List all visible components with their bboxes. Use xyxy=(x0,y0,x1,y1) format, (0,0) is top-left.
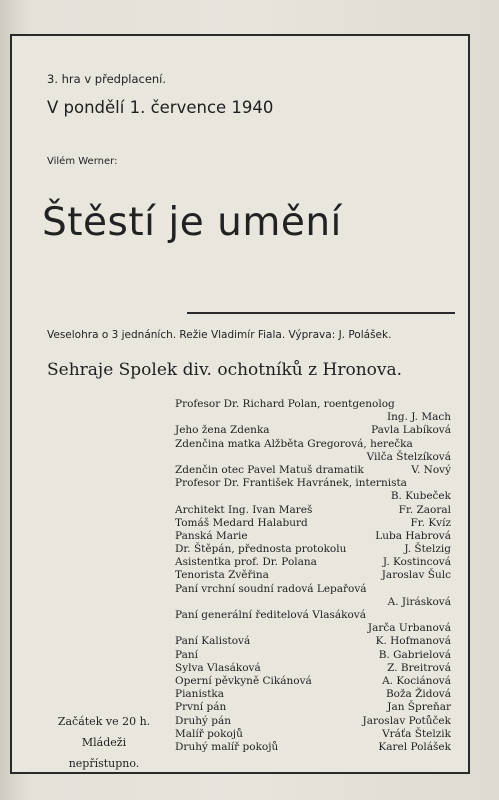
actor-name: Vráťa Štelzik xyxy=(382,727,451,740)
cast-row xyxy=(175,622,451,635)
play-title: Štěstí je umění xyxy=(42,200,342,245)
subscription-note: 3. hra v předplacení. xyxy=(47,72,167,86)
actor-name: Ing. J. Mach xyxy=(386,411,451,424)
cast-row xyxy=(175,569,451,582)
cast-row xyxy=(175,490,451,503)
author-name: Vilém Werner: xyxy=(47,156,118,167)
actor-name: V. Nový xyxy=(411,463,451,476)
role-name: Architekt Ing. Ivan Mareš xyxy=(175,503,313,516)
actor-name: Fr. Kvíz xyxy=(410,516,451,529)
role-name: Jeho žena Zdenka xyxy=(175,424,270,437)
role-name: Profesor Dr. Richard Polan, roentgenolog xyxy=(175,398,395,410)
cast-row xyxy=(175,556,451,569)
start-time: Začátek ve 20 h. xyxy=(57,715,151,728)
cast-row xyxy=(175,715,451,728)
actor-name: Fr. Zaoral xyxy=(398,503,451,516)
role-name: Zdenčin otec Pavel Matuš dramatik xyxy=(175,463,364,476)
actor-name: J. Štelzig xyxy=(404,543,451,556)
actor-name: B. Kubeček xyxy=(390,490,451,503)
role-name: První pán xyxy=(175,701,227,714)
role-name: Dr. Štěpán, přednosta protokolu xyxy=(175,543,347,556)
cast-row xyxy=(175,609,451,622)
role-name: Panská Marie xyxy=(175,529,248,542)
cast-row xyxy=(175,517,451,530)
actor-name: Karel Polášek xyxy=(378,740,451,753)
actor-name: Pavla Labíková xyxy=(371,424,451,437)
cast-row xyxy=(175,583,451,596)
cast-row xyxy=(175,543,451,556)
actor-name: B. Gabrielová xyxy=(378,648,451,661)
role-name: Paní generální ředitelová Vlasáková xyxy=(175,609,366,621)
cast-row xyxy=(175,438,451,451)
actor-name: Jaroslav Šulc xyxy=(381,569,451,582)
production-credits: Veselohra o 3 jednáních. Režie Vladimír Fiala. Výprava: J. Polášek. xyxy=(47,329,392,341)
cast-row xyxy=(175,635,451,648)
actor-name: K. Hofmanová xyxy=(375,635,451,648)
role-name: Profesor Dr. František Havránek, internista xyxy=(175,477,407,490)
role-name: Malíř pokojů xyxy=(175,727,243,740)
role-name: Sylva Vlasáková xyxy=(175,661,261,674)
cast-row xyxy=(175,464,451,477)
role-name: Paní vrchní soudní radová Lepařová xyxy=(175,582,367,595)
role-name: Paní Kalistová xyxy=(175,635,251,648)
actor-name: A. Jirásková xyxy=(387,595,451,608)
actor-name: A. Kociánová xyxy=(382,674,451,687)
cast-row xyxy=(175,451,451,464)
cast-list xyxy=(175,398,451,754)
cast-row xyxy=(175,728,451,741)
cast-row xyxy=(175,662,451,675)
cast-row xyxy=(175,411,451,424)
actor-name: Jarča Urbanová xyxy=(367,622,451,635)
age-note-line1: Mládeži xyxy=(81,736,127,749)
cast-row xyxy=(175,398,451,411)
role-name: Zdenčina matka Alžběta Gregorová, herečka xyxy=(175,437,413,450)
cast-row xyxy=(175,741,451,754)
actor-name: J. Kostincová xyxy=(382,556,451,569)
actor-name: Z. Breitrová xyxy=(387,661,451,674)
title-divider xyxy=(187,312,455,314)
role-name: Paní xyxy=(175,648,198,661)
role-name: Tenorista Zvěřina xyxy=(175,569,269,582)
cast-row xyxy=(175,649,451,662)
cast-row xyxy=(175,596,451,609)
cast-row xyxy=(175,701,451,714)
performance-date: V pondělí 1. července 1940 xyxy=(47,98,274,117)
role-name: Druhý malíř pokojů xyxy=(175,740,279,753)
role-name: Operní pěvkyně Cikánová xyxy=(175,674,312,687)
actor-name: Jan Špreňar xyxy=(387,701,451,714)
actor-name: Vilča Štelzíková xyxy=(366,450,451,463)
age-note-line2: nepřístupno. xyxy=(68,757,140,770)
cast-row xyxy=(175,688,451,701)
cast-row xyxy=(175,424,451,437)
actor-name: Luba Habrová xyxy=(375,529,451,542)
cast-row xyxy=(175,675,451,688)
cast-row xyxy=(175,477,451,490)
role-name: Pianistka xyxy=(175,688,225,701)
ensemble-line: Sehraje Spolek div. ochotníků z Hronova. xyxy=(47,360,403,380)
playbill-frame xyxy=(10,34,470,774)
start-info xyxy=(45,711,163,774)
role-name: Asistentka prof. Dr. Polana xyxy=(175,556,317,569)
role-name: Druhý pán xyxy=(175,714,231,727)
actor-name: Boža Židová xyxy=(385,688,451,701)
cast-row xyxy=(175,504,451,517)
role-name: Tomáš Medard Halaburd xyxy=(175,516,308,529)
actor-name: Jaroslav Potůček xyxy=(362,714,451,727)
cast-row xyxy=(175,530,451,543)
